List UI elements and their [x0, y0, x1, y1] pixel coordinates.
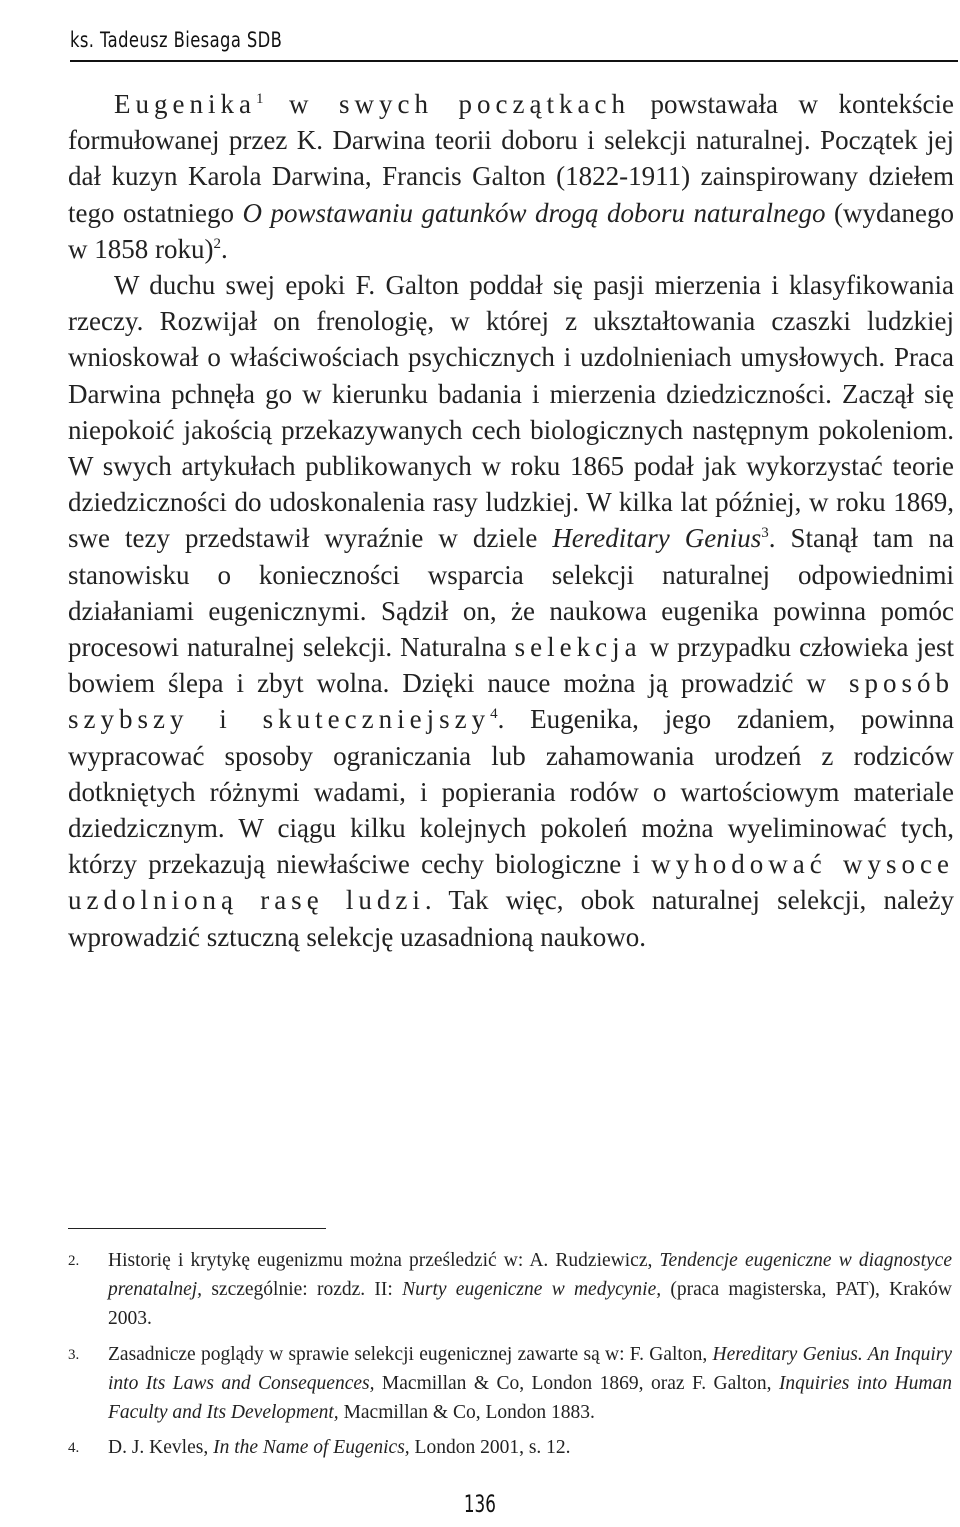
- footnotes: [68, 1246, 952, 1469]
- running-header: [70, 28, 958, 62]
- spaced-phrase: w swych początkach: [263, 89, 630, 119]
- spaced-term: Eugenika: [114, 89, 256, 119]
- italic-title: In the Name of Eugenics,: [213, 1437, 410, 1459]
- text-run: Macmillan & Co, London 1869, oraz F. Galton,: [374, 1372, 779, 1394]
- main-text: [68, 86, 954, 955]
- footnote-ref: 1: [255, 91, 264, 107]
- text-run: Historię i krytykę eugenizmu można prześledzić w: A. Rudziewicz,: [108, 1250, 660, 1271]
- spaced-phrase: wyhodować wysoce uzdolnioną rasę ludzi: [68, 849, 954, 916]
- italic-title: Tendencje eugeniczne w diagnostyce prenatalnej,: [108, 1250, 952, 1301]
- page-number: [0, 1490, 960, 1518]
- footnote-3: [68, 1340, 952, 1428]
- text-run: szczególnie: rozdz. II:: [202, 1279, 403, 1301]
- footnote-text: [108, 1433, 952, 1463]
- footnote-divider: [68, 1228, 326, 1229]
- footnote-ref: 2: [213, 235, 221, 252]
- page-number-text: 136: [463, 1490, 497, 1518]
- footnote-2: [68, 1246, 952, 1334]
- italic-title: Inquiries into Human Faculty and Its Development,: [108, 1372, 952, 1424]
- text-run: Zasadnicze poglądy w sprawie selekcji eugenicznej zawarte są w: F. Galton,: [108, 1343, 713, 1365]
- spaced-phrase: w sposób szybszy i skuteczniejszy: [68, 668, 954, 735]
- text-run: Macmillan & Co, London 1883.: [338, 1402, 595, 1424]
- paragraph-1: [68, 86, 954, 267]
- italic-title: O powstawaniu gatunków drogą doboru naturalnego: [242, 197, 826, 228]
- footnote-ref: 3: [761, 525, 769, 542]
- header-author: ks. Tadeusz Biesaga SDB: [70, 28, 283, 52]
- text-run: W duchu swej epoki F. Galton poddał się pasji mierzenia i klasyfikowania rzeczy. Rozwijał on frenologię, w której z ukształtowania czaszki ludzkiej wnioskował o właściwościach psychicznych i uzdolnieniach umysłowych. Praca Darwina pchnęła go w kierunku badania i mierzenia dziedziczności. Zaczął się niepokoić jakością przekazywanych cech biologicznych następnym pokoleniom. W swych artykułach publikowanych w roku 1865 podał jak wykorzystać teorie dziedziczności do udoskonalenia rasy ludzkiej. W kilka lat później, w roku 1869, swe tezy przedstawił wyraźnie w dziele: [68, 270, 954, 554]
- text-run: (wydanego w 1858 roku): [68, 197, 954, 264]
- footnote-4: [68, 1433, 952, 1463]
- italic-title: Hereditary Genius. An Inquiry into Its Laws and Consequences,: [108, 1343, 953, 1394]
- footnote-ref: 4: [490, 706, 498, 723]
- italic-title: Hereditary Genius: [552, 523, 762, 554]
- text-run: . Eugenika, jego zdaniem, powinna wypracować sposoby ograniczania lub zahamowania urodzeń z rodziców dotkniętych różnymi wadami, i popierania rodów o wartościowym materiale dziedzicznym. W ciągu kilku kolejnych pokoleń można wyeliminować tych, którzy przekazują niewłaściwe cechy biologiczne i: [68, 704, 954, 880]
- footnote-number: 4.: [68, 1440, 80, 1457]
- text-run: w przypadku człowieka jest bowiem ślepa i zbyt wolna. Dzięki nauce można ją prowadzić: [68, 632, 955, 699]
- text-run: D. J. Kevles,: [108, 1437, 214, 1459]
- text-run: London 2001, s. 12.: [409, 1437, 571, 1459]
- footnote-number: 2.: [68, 1253, 80, 1269]
- text-run: powstawała w kontekście formułowanej przez K. Darwina teorii doboru i selekcji naturalnej. Początek jej dał kuzyn Karola Darwina, Francis Galton (1822-1911) zainspirowany dziełem tego ostatniego: [68, 89, 954, 228]
- footnote-number: 3.: [68, 1346, 80, 1363]
- spaced-term: selekcja: [514, 632, 642, 663]
- text-run: (praca magisterska, PAT), Kraków 2003.: [108, 1279, 952, 1330]
- text-run: . Tak więc, obok naturalnej selekcji, należy wprowadzić sztuczną selekcję uzasadnioną naukowo.: [68, 885, 954, 952]
- paragraph-2: [68, 267, 954, 955]
- text-run: .: [220, 233, 228, 264]
- text-run: . Stanął tam na stanowisku o konieczności wsparcia selekcji naturalnej odpowiednimi działaniami eugenicznymi. Sądził on, że naukowa eugenika powinna pomóc procesowi naturalnej selekcji. Naturalna: [68, 523, 954, 663]
- italic-title: Nurty eugeniczne w medycynie,: [402, 1279, 662, 1301]
- footnote-text: [108, 1246, 952, 1334]
- footnote-text: [108, 1340, 952, 1428]
